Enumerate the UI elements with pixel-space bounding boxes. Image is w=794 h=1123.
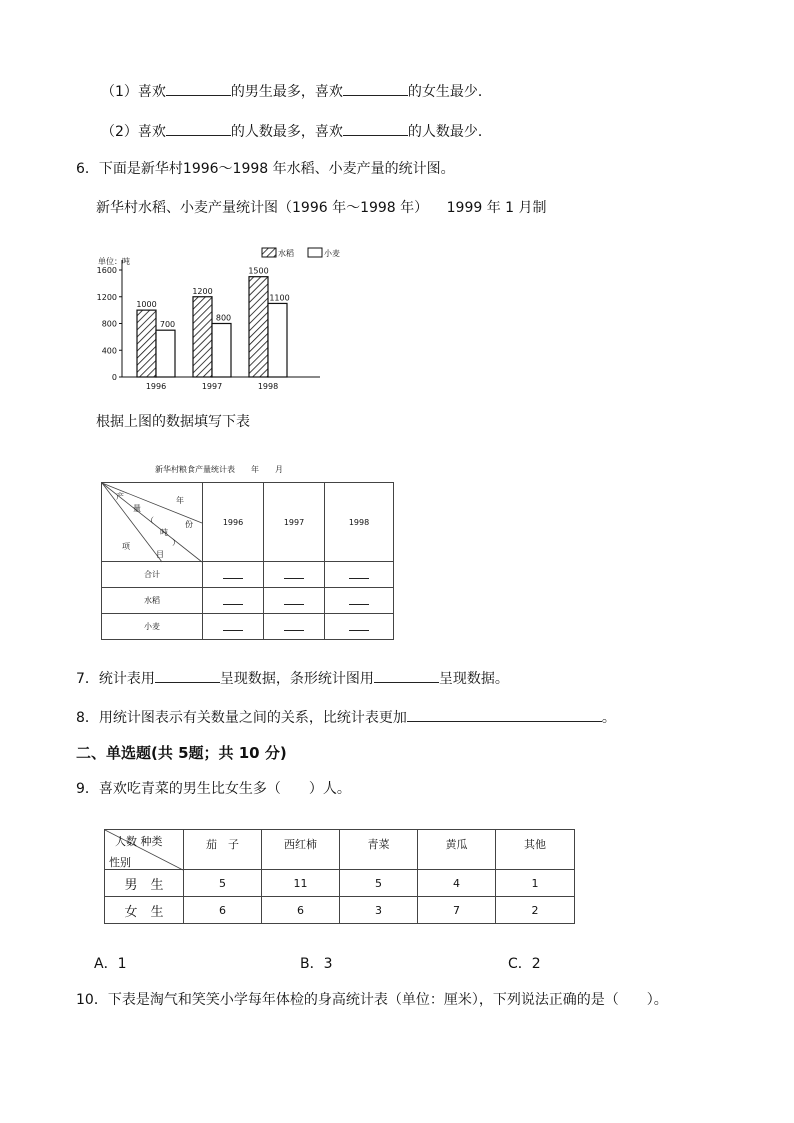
year-header: 1998 — [325, 483, 394, 562]
q8 — [76, 706, 616, 728]
q7-part-b: 呈现数据，条形统计图用 — [219, 671, 374, 687]
table-row — [105, 870, 575, 897]
veg-table-corner — [105, 830, 184, 870]
y-tick-label: 800 — [101, 319, 117, 329]
q7 — [76, 667, 509, 689]
chart-title — [96, 198, 547, 218]
q6-stem: 6．下面是新华村1996～1998 年水稻、小麦产量的统计图。 — [76, 161, 455, 177]
q8-part-b: 。 — [601, 710, 616, 726]
corner-dun: 吨 — [160, 528, 168, 537]
fill-table-caption: 新华村粮食产量统计表 年 月 — [155, 465, 283, 474]
table-cell[interactable] — [264, 588, 325, 614]
fill-table — [101, 482, 394, 640]
q5-sub2-middle: 的人数最多，喜欢 — [230, 124, 343, 140]
answer-blank[interactable] — [166, 80, 231, 96]
table-cell: 7 — [418, 897, 496, 924]
table-cell: 11 — [262, 870, 340, 897]
answer-blank[interactable] — [407, 706, 602, 722]
bar-wheat — [268, 303, 287, 377]
row-label-total: 合计 — [102, 562, 203, 588]
q5-sub1-end: 的女生最少． — [407, 84, 492, 100]
table-cell[interactable] — [203, 562, 264, 588]
answer-blank[interactable] — [155, 667, 220, 683]
answer-blank[interactable] — [284, 604, 304, 605]
table-cell[interactable] — [203, 614, 264, 640]
bar-value-label: 1000 — [136, 300, 157, 310]
fill-table-corner — [102, 483, 203, 562]
q5-sub2 — [101, 120, 492, 142]
section-heading: 二、单选题(共 5题；共 10 分) — [76, 744, 287, 762]
corner-top-label: 人数 种类 — [115, 835, 163, 848]
table-row — [105, 897, 575, 924]
bar-wheat — [212, 324, 231, 378]
x-tick-label: 1997 — [201, 382, 223, 391]
corner-chan: 产 — [116, 492, 124, 501]
legend-label: 小麦 — [324, 249, 340, 258]
corner-fen: 份 — [185, 520, 193, 529]
chart-date: 1999 年 1 月制 — [446, 200, 547, 216]
table-cell: 6 — [262, 897, 340, 924]
chart-title-text: 新华村水稻、小麦产量统计图（1996 年～1998 年） — [96, 200, 429, 216]
bar-wheat — [156, 330, 175, 377]
bar-chart — [92, 240, 340, 400]
column-header: 西红柿 — [262, 830, 340, 870]
bar-value-label: 1100 — [269, 293, 290, 303]
corner-bottom-label: 性别 — [109, 856, 131, 869]
table-cell: 2 — [496, 897, 575, 924]
table-cell[interactable] — [325, 562, 394, 588]
corner-paren-open: （ — [146, 516, 154, 525]
answer-blank[interactable] — [223, 578, 243, 579]
column-header: 其他 — [496, 830, 575, 870]
table-cell: 5 — [184, 870, 262, 897]
corner-xiang: 项 — [122, 542, 130, 551]
chart-unit-label: 单位：吨 — [98, 257, 130, 266]
legend-swatch — [262, 248, 276, 257]
answer-blank[interactable] — [349, 630, 369, 631]
column-header: 黄瓜 — [418, 830, 496, 870]
row-label: 女 生 — [105, 897, 184, 924]
table-cell[interactable] — [264, 614, 325, 640]
answer-blank[interactable] — [343, 120, 408, 136]
bar-value-label: 700 — [159, 320, 176, 330]
q5-sub1-prefix: （1）喜欢 — [101, 84, 166, 100]
answer-blank[interactable] — [223, 604, 243, 605]
table-cell: 1 — [496, 870, 575, 897]
table-cell[interactable] — [325, 614, 394, 640]
table-cell: 4 — [418, 870, 496, 897]
corner-mu: 目 — [156, 550, 164, 559]
answer-blank[interactable] — [223, 630, 243, 631]
row-label-rice: 水稻 — [102, 588, 203, 614]
y-tick-label: 0 — [111, 373, 117, 382]
bar-value-label: 1500 — [248, 266, 269, 276]
bar-rice — [249, 277, 268, 377]
table-cell[interactable] — [264, 562, 325, 588]
bar-rice — [193, 297, 212, 377]
year-header: 1996 — [203, 483, 264, 562]
q7-part-a: 7．统计表用 — [76, 671, 155, 687]
corner-liang: 量 — [133, 504, 141, 513]
q8-part-a: 8．用统计图表示有关数量之间的关系，比统计表更加 — [76, 710, 407, 726]
bar-chart-svg — [92, 240, 340, 400]
bar-value-label: 1200 — [192, 286, 213, 296]
row-label-wheat: 小麦 — [102, 614, 203, 640]
vegetable-table — [104, 829, 575, 924]
q7-part-c: 呈现数据。 — [438, 671, 509, 687]
q6-instruction: 根据上图的数据填写下表 — [96, 414, 250, 430]
x-tick-label: 1996 — [145, 382, 167, 391]
q5-sub1 — [101, 80, 492, 102]
row-label: 男 生 — [105, 870, 184, 897]
q5-sub1-middle: 的男生最多，喜欢 — [230, 84, 343, 100]
q5-sub2-end: 的人数最少． — [407, 124, 492, 140]
y-tick-label: 1200 — [96, 292, 117, 302]
table-cell[interactable] — [325, 588, 394, 614]
table-cell: 3 — [340, 897, 418, 924]
bar-value-label: 800 — [215, 313, 232, 323]
answer-blank[interactable] — [166, 120, 231, 136]
answer-blank[interactable] — [349, 578, 369, 579]
column-header: 茄 子 — [184, 830, 262, 870]
q9-stem: 9．喜欢吃青菜的男生比女生多（ ）人。 — [76, 781, 351, 797]
table-cell[interactable] — [203, 588, 264, 614]
option-b[interactable]: B．3 — [300, 956, 333, 972]
answer-blank[interactable] — [284, 578, 304, 579]
year-header: 1997 — [264, 483, 325, 562]
answer-blank[interactable] — [374, 667, 439, 683]
x-tick-label: 1998 — [257, 382, 279, 391]
corner-paren-close: ） — [172, 538, 180, 547]
y-tick-label: 400 — [101, 346, 117, 356]
q10-stem: 10．下表是淘气和笑笑小学每年体检的身高统计表（单位：厘米），下列说法正确的是（ ）。 — [76, 992, 668, 1008]
option-a[interactable]: A．1 — [94, 956, 127, 972]
legend-label: 水稻 — [278, 249, 294, 258]
table-cell: 5 — [340, 870, 418, 897]
legend-swatch — [308, 248, 322, 257]
bar-rice — [137, 310, 156, 377]
column-header: 青菜 — [340, 830, 418, 870]
y-tick-label: 1600 — [96, 266, 117, 275]
answer-blank[interactable] — [343, 80, 408, 96]
answer-blank[interactable] — [284, 630, 304, 631]
corner-nian: 年 — [176, 496, 184, 505]
answer-blank[interactable] — [349, 604, 369, 605]
q5-sub2-prefix: （2）喜欢 — [101, 124, 166, 140]
option-c[interactable]: C．2 — [508, 956, 541, 972]
table-cell: 6 — [184, 897, 262, 924]
